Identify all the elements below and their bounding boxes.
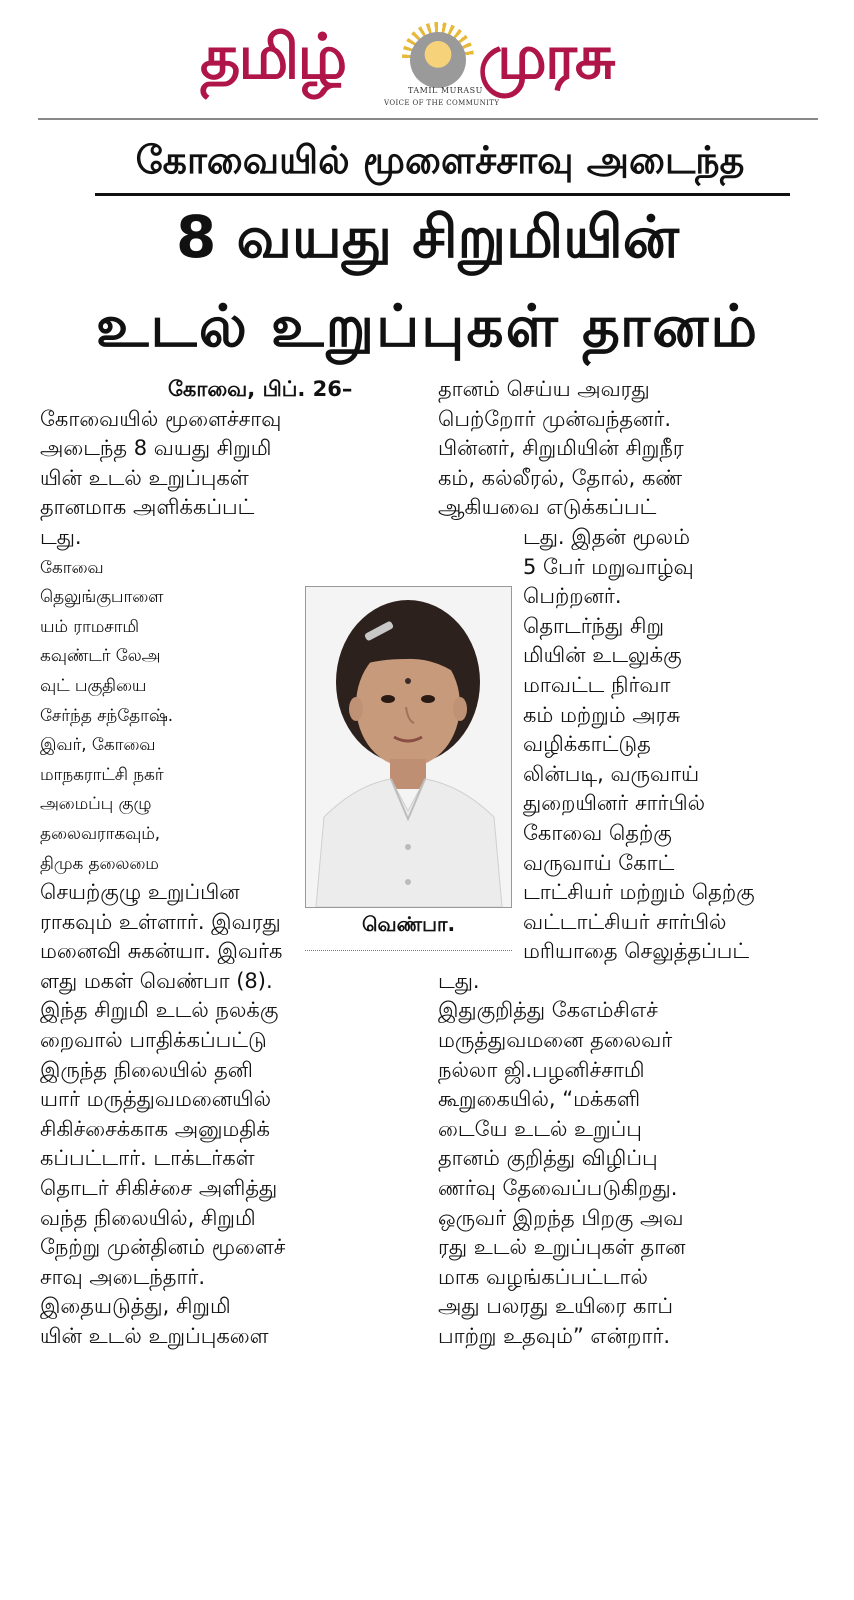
article-line: லின்படி, வருவாய் [523,761,700,786]
masthead-title-right: முரசு [478,20,614,93]
brand-english: TAMIL MURASU [408,86,483,95]
article-line: பின்னர், சிறுமியின் சிறுநீர [438,436,684,461]
article-line: யார் மருத்துவமனையில் [40,1087,272,1112]
article-line: மரியாதை செலுத்தப்பட் [523,939,750,964]
article-line: தொடர் சிகிச்சை அளித்து [40,1176,278,1201]
article-line: பெற்றோர் முன்வந்தனர். [438,406,672,431]
article-line: சிகிச்சைக்காக அனுமதிக் [40,1116,270,1141]
article-line: யம் ராமசாமி [40,615,139,636]
tagline: VOICE OF THE COMMUNITY [384,99,500,107]
masthead-title-left: தமிழ் [200,20,346,93]
article-line: திமுக தலைமை [40,852,159,873]
article-line: தெலுங்குபாளை [40,586,164,607]
article-line: அது பலரது உயிரை காப் [438,1294,674,1319]
article-line: இவர், கோவை [40,734,156,755]
masthead [0,0,854,118]
article-line: கவுண்டர் லேஅ [40,645,161,666]
article-line: யின் உடல் உறுப்புகளை [40,1324,269,1348]
article-line: வழிக்காட்டுத [523,732,651,757]
headline-line2: உடல் உறுப்புகள் தானம் [95,292,760,360]
article-line: தொடர்ந்து சிறு [523,613,665,638]
article-line: ஆகியவை எடுக்கப்பட் [438,495,657,520]
article-line: 5 பேர் மறுவாழ்வு [523,554,694,579]
article-line: கப்பட்டார். டாக்டர்கள் [40,1146,255,1171]
article-line: டது. [40,524,82,549]
article-line: இருந்த நிலையில் தனி [40,1057,253,1082]
article-line: ஒருவர் இறந்த பிறகு அவ [438,1205,684,1230]
article-line: ரது உடல் உறுப்புகள் தான [438,1235,686,1260]
article-line: பாற்று உதவும்” என்றார். [438,1324,671,1348]
article-line: டையே உடல் உறுப்பு [438,1116,642,1141]
article-line: மாக வழங்கப்பட்டால் [438,1264,648,1289]
article-line: கோவையில் மூளைச்சாவு [40,406,282,431]
dateline: கோவை, பிப். 26– [168,377,353,401]
article-line: இந்த சிறுமி உடல் நலக்கு [40,998,279,1023]
article-line: டது. [438,968,480,993]
article-column-2 [438,375,755,1352]
article-line: அடைந்த 8 வயது சிறுமி [40,436,272,461]
photo-caption: வெண்பா. [361,912,456,936]
article-line: ளது மகள் வெண்பா (8). [40,968,273,993]
kicker-underline [95,193,790,196]
article-line: மாநகராட்சி நகர் [40,763,164,784]
article-line: யின் உடல் உறுப்புகள் [40,465,249,490]
article-line: சாவு அடைந்தார். [40,1264,206,1289]
headline-line1: 8 வயது சிறுமியின் [175,203,680,271]
article-line: துறையினர் சார்பில் [523,791,706,816]
article-line: செயற்குழு உறுப்பின [40,880,240,905]
article-line: றைவால் பாதிக்கப்பட்டு [40,1028,267,1053]
article-line: மனைவி சுகன்யா. இவர்க [40,939,283,964]
globe-emblem-icon [410,32,466,88]
article-line: இதுகுறித்து கேஎம்சிஎச் [438,998,658,1023]
article-line: தானமாக அளிக்கப்பட் [40,495,255,520]
article-line: நல்லா ஜி.பழனிச்சாமி [438,1057,645,1082]
headline-kicker: கோவையில் மூளைச்சாவு அடைந்த [135,138,745,182]
article-line: ராகவும் உள்ளார். இவரது [40,909,281,934]
article-line: வருவாய் கோட் [523,850,675,875]
article-line: கூறுகையில், “மக்களி [438,1087,641,1112]
article-line: கம், கல்லீரல், தோல், கண் [438,465,683,490]
article-line: தலைவராகவும், [40,822,161,843]
article-line: பெற்றனர். [523,584,622,609]
article-line: டது. இதன் மூலம் [523,524,691,549]
article-line: கோவை தெற்கு [523,820,672,845]
article-line: மருத்துவமனை தலைவர் [438,1028,673,1053]
article-line: சேர்ந்த சந்தோஷ். [40,704,174,725]
article-line: கோவை [40,556,104,577]
article-line: தானம் செய்ய அவரது [438,377,650,401]
article-line: மாவட்ட நிர்வா [523,672,671,697]
article-line: இதையடுத்து, சிறுமி [40,1294,231,1319]
article-line: அமைப்பு குழு [40,793,152,814]
article-line: டாட்சியர் மற்றும் தெற்கு [523,880,755,905]
article-line: கம் மற்றும் அரசு [523,702,681,727]
article-line: வட்டாட்சியர் சார்பில் [523,909,727,934]
masthead-divider [38,118,818,120]
article-line: வுட் பகுதியை [40,674,147,695]
article-line: நேற்று முன்தினம் மூளைச் [40,1235,286,1260]
article-line: ணர்வு தேவைப்படுகிறது. [438,1176,678,1201]
article-line: வந்த நிலையில், சிறுமி [40,1205,256,1230]
article-line: தானம் குறித்து விழிப்பு [438,1146,658,1171]
article-line: மியின் உடலுக்கு [523,643,682,668]
